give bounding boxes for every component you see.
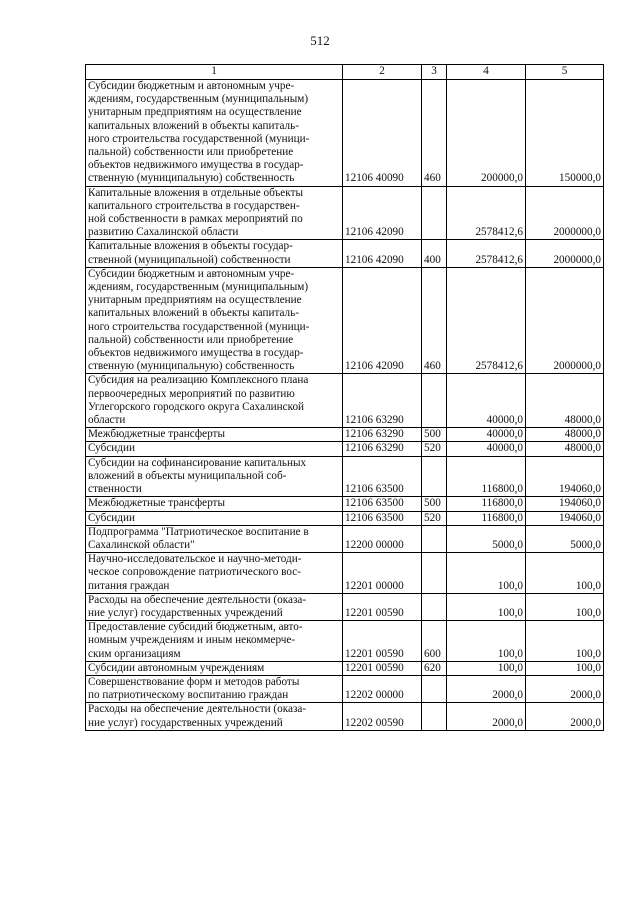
row-name: Расходы на обеспечение деятельности (оказа- ние услуг) государственных учреждений xyxy=(86,703,343,730)
page-number: 512 xyxy=(310,33,330,48)
row-amount-year1: 116800,0 xyxy=(447,511,526,525)
row-name: Подпрограмма "Патриотическое воспитание в Сахалинской области" xyxy=(86,525,343,552)
row-amount-year1: 40000,0 xyxy=(447,374,526,428)
table-row xyxy=(86,442,604,456)
row-amount-year2: 194060,0 xyxy=(526,511,604,525)
row-name: Предоставление субсидий бюджетным, авто- номным учреждениям и иным некоммерче- ским организациям xyxy=(86,621,343,662)
row-target-code: 12201 00590 xyxy=(343,661,422,675)
row-target-code: 12106 63290 xyxy=(343,374,422,428)
row-name: Научно-исследовательское и научно-методи- ческое сопровождение патриотического вос- питания граждан xyxy=(86,553,343,594)
row-amount-year1: 2578412,6 xyxy=(447,186,526,240)
row-expense-type xyxy=(422,593,447,620)
row-name: Субсидии бюджетным и автономным учре- ждениям, государственным (муниципальным) унитарным предприятиям на осуществление капитальных вложений в объекты капиталь- ного строительства государственной (муници- пальной) собственности или приобретение объектов недвижимого имущества в государ- ственную (муниципальную) собственность xyxy=(86,80,343,187)
table-row xyxy=(86,186,604,240)
row-name: Капитальные вложения в отдельные объекты капитального строительства в государствен- ной собственности в рамках мероприятий по развитию Сахалинской области xyxy=(86,186,343,240)
row-amount-year2: 48000,0 xyxy=(526,442,604,456)
row-expense-type xyxy=(422,456,447,497)
row-amount-year1: 116800,0 xyxy=(447,456,526,497)
table-row xyxy=(86,661,604,675)
row-name: Совершенствование форм и методов работы по патриотическому воспитанию граждан xyxy=(86,675,343,702)
row-target-code: 12106 63500 xyxy=(343,456,422,497)
table-row xyxy=(86,240,604,267)
table-row xyxy=(86,525,604,552)
row-target-code: 12106 40090 xyxy=(343,80,422,187)
table-row xyxy=(86,621,604,662)
table-row xyxy=(86,675,604,702)
row-target-code: 12106 63500 xyxy=(343,497,422,511)
row-amount-year2: 100,0 xyxy=(526,553,604,594)
row-amount-year2: 2000000,0 xyxy=(526,267,604,374)
table-row xyxy=(86,497,604,511)
row-target-code: 12201 00590 xyxy=(343,593,422,620)
row-name: Межбюджетные трансферты xyxy=(86,497,343,511)
table-body xyxy=(86,80,604,731)
header-col-5: 5 xyxy=(526,65,604,80)
row-expense-type: 460 xyxy=(422,80,447,187)
table-row xyxy=(86,428,604,442)
row-amount-year2: 48000,0 xyxy=(526,428,604,442)
row-name: Субсидии автономным учреждениям xyxy=(86,661,343,675)
row-expense-type: 460 xyxy=(422,267,447,374)
row-amount-year1: 100,0 xyxy=(447,553,526,594)
row-amount-year2: 2000000,0 xyxy=(526,240,604,267)
row-expense-type xyxy=(422,525,447,552)
row-amount-year2: 2000,0 xyxy=(526,703,604,730)
row-amount-year1: 2578412,6 xyxy=(447,267,526,374)
table-row xyxy=(86,593,604,620)
table-row xyxy=(86,456,604,497)
row-expense-type xyxy=(422,374,447,428)
row-amount-year2: 100,0 xyxy=(526,621,604,662)
row-amount-year2: 100,0 xyxy=(526,661,604,675)
row-name: Субсидии xyxy=(86,442,343,456)
header-col-4: 4 xyxy=(447,65,526,80)
row-expense-type: 520 xyxy=(422,442,447,456)
row-target-code: 12201 00590 xyxy=(343,621,422,662)
row-target-code: 12200 00000 xyxy=(343,525,422,552)
row-expense-type: 520 xyxy=(422,511,447,525)
row-amount-year2: 194060,0 xyxy=(526,456,604,497)
row-amount-year1: 200000,0 xyxy=(447,80,526,187)
row-expense-type: 400 xyxy=(422,240,447,267)
row-name: Субсидии xyxy=(86,511,343,525)
row-amount-year1: 100,0 xyxy=(447,593,526,620)
row-expense-type: 500 xyxy=(422,428,447,442)
row-target-code: 12106 63500 xyxy=(343,511,422,525)
row-amount-year1: 2000,0 xyxy=(447,703,526,730)
row-amount-year2: 2000000,0 xyxy=(526,186,604,240)
row-target-code: 12106 42090 xyxy=(343,186,422,240)
table-row xyxy=(86,80,604,187)
header-col-1: 1 xyxy=(86,65,343,80)
row-target-code: 12106 63290 xyxy=(343,428,422,442)
row-name: Субсидии на софинансирование капитальных вложений в объекты муниципальной соб- ственности xyxy=(86,456,343,497)
header-col-3: 3 xyxy=(422,65,447,80)
row-name: Субсидии бюджетным и автономным учре- ждениям, государственным (муниципальным) унитарным предприятиям на осуществление капитальных вложений в объекты капиталь- ного строительства государственной (муници- пальной) собственности или приобретение объектов недвижимого имущества в государ- ственную (муниципальную) собственность xyxy=(86,267,343,374)
table-row xyxy=(86,374,604,428)
row-target-code: 12201 00000 xyxy=(343,553,422,594)
row-name: Капитальные вложения в объекты государ- ственной (муниципальной) собственности xyxy=(86,240,343,267)
row-expense-type: 620 xyxy=(422,661,447,675)
row-amount-year2: 150000,0 xyxy=(526,80,604,187)
row-amount-year1: 5000,0 xyxy=(447,525,526,552)
row-expense-type xyxy=(422,675,447,702)
row-amount-year2: 100,0 xyxy=(526,593,604,620)
row-target-code: 12202 00590 xyxy=(343,703,422,730)
row-expense-type xyxy=(422,553,447,594)
row-target-code: 12106 63290 xyxy=(343,442,422,456)
row-amount-year1: 2578412,6 xyxy=(447,240,526,267)
row-amount-year2: 48000,0 xyxy=(526,374,604,428)
table-row xyxy=(86,511,604,525)
row-amount-year2: 194060,0 xyxy=(526,497,604,511)
row-expense-type: 600 xyxy=(422,621,447,662)
row-amount-year1: 40000,0 xyxy=(447,442,526,456)
header-col-2: 2 xyxy=(343,65,422,80)
row-target-code: 12106 42090 xyxy=(343,240,422,267)
row-name: Субсидия на реализацию Комплексного плана первоочередных мероприятий по развитию Углегорского городского округа Сахалинской области xyxy=(86,374,343,428)
row-expense-type: 500 xyxy=(422,497,447,511)
table-row xyxy=(86,703,604,730)
budget-table xyxy=(85,64,604,731)
row-amount-year1: 2000,0 xyxy=(447,675,526,702)
row-amount-year1: 100,0 xyxy=(447,621,526,662)
row-target-code: 12106 42090 xyxy=(343,267,422,374)
row-expense-type xyxy=(422,703,447,730)
table-row xyxy=(86,553,604,594)
row-amount-year1: 100,0 xyxy=(447,661,526,675)
row-amount-year1: 116800,0 xyxy=(447,497,526,511)
row-expense-type xyxy=(422,186,447,240)
row-amount-year2: 5000,0 xyxy=(526,525,604,552)
table-row xyxy=(86,267,604,374)
row-amount-year1: 40000,0 xyxy=(447,428,526,442)
row-target-code: 12202 00000 xyxy=(343,675,422,702)
table-header-row xyxy=(86,65,604,80)
row-amount-year2: 2000,0 xyxy=(526,675,604,702)
row-name: Межбюджетные трансферты xyxy=(86,428,343,442)
row-name: Расходы на обеспечение деятельности (оказа- ние услуг) государственных учреждений xyxy=(86,593,343,620)
